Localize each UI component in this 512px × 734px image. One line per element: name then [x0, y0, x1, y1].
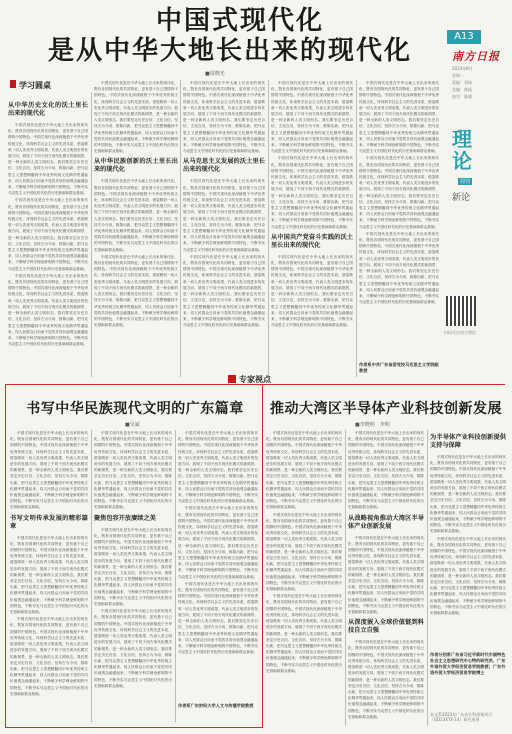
- column-text: 中国式现代化是在中华大地上长出来的现代化，既有各国现代化的共同特征，更有基于自己国情的中国特色。中国式现代化深深植根于中华优秀传统文化，体现科学社会主义的先进本质，借鉴吸收一切人类优秀文明成果，代表人类文明进步的发展方向，展现了不同于西方现代化模式的新图景，是一种全新的人类文明形态。我们要坚定历史自信、文化自信，坚持古为今用、推陈出新，把马克思主义思想精髓同中华优秀传统文化精华贯通起来、同人民群众日用而不觉的共同价值观念融通起来，不断赋予科学理论鲜明的中国特色，不断夯实马克思主义中国化时代化的历史基础和群众基础。: [94, 254, 178, 328]
- newspaper-logo: 南方日报: [452, 50, 500, 63]
- column-divider: [175, 430, 176, 722]
- editor-line-1: 星期一: [452, 73, 464, 78]
- column-text: 中国式现代化是在中华大地上长出来的现代化，既有各国现代化的共同特征，更有基于自己国情的中国特色。中国式现代化深深植根于中华优秀传统文化，体现科学社会主义的先进本质，借鉴吸收一切人类优秀文明成果，代表人类文明进步的发展方向，展现了不同于西方现代化模式的新图景，是一种全新的人类文明形态。我们要坚定历史自信、文化自信，坚持古为今用、推陈出新，把马克思主义思想精髓同中华优秀传统文化精华贯通起来、同人民群众日用而不觉的共同价值观念融通起来，不断赋予科学理论鲜明的中国特色，不断夯实马克思主义中国化时代化的历史基础和群众基础。: [183, 254, 265, 328]
- column-text: 中国式现代化是在中华大地上长出来的现代化，既有各国现代化的共同特征，更有基于自己国情的中国特色。中国式现代化深深植根于中华优秀传统文化，体现科学社会主义的先进本质，借鉴吸收一切人类优秀文明成果，代表人类文明进步的发展方向，展现了不同于西方现代化模式的新图景，是一种全新的人类文明形态。我们要坚定历史自信、文化自信，坚持古为今用、推陈出新，把马克思主义思想精髓同中华优秀传统文化精华贯通起来、同人民群众日用而不觉的共同价值观念融通起来，不断赋予科学理论鲜明的中国特色，不断夯实马克思主义中国化时代化的历史基础和群众基础。: [8, 123, 88, 196]
- author-note: 作者系中共广东省委党校马克思主义学院副教授: [359, 362, 439, 373]
- headline-line-2: 是从中华大地长出来的现代化: [47, 36, 412, 66]
- expert-section-tag: 专家视点: [239, 375, 271, 384]
- article-b-column-3: [430, 430, 506, 648]
- editor-line-2: 责编：刘杨: [452, 80, 472, 85]
- column-divider: [427, 430, 428, 726]
- article-a-subhead-2: 聚焦包容开放赓续之美: [94, 514, 156, 522]
- column-text: 中国式现代化是在中华大地上长出来的现代化，既有各国现代化的共同特征，更有基于自己国情的中国特色。中国式现代化深深植根于中华优秀传统文化，体现科学社会主义的先进本质，借鉴吸收一切人类优秀文明成果，代表人类文明进步的发展方向，展现了不同于西方现代化模式的新图景，是一种全新的人类文明形态。我们要坚定历史自信、文化自信，坚持古为今用、推陈出新，把马克思主义思想精髓同中华优秀传统文化精华贯通起来、同人民群众日用而不觉的共同价值观念融通起来，不断赋予科学理论鲜明的中国特色，不断夯实马克思主义中国化时代化的历史基础和群众基础。: [178, 581, 258, 655]
- column-text: 中国式现代化是在中华大地上长出来的现代化，既有各国现代化的共同特征，更有基于自己国情的中国特色。中国式现代化深深植根于中华优秀传统文化，体现科学社会主义的先进本质，借鉴吸收一切人类优秀文明成果，代表人类文明进步的发展方向，展现了不同于西方现代化模式的新图景，是一种全新的人类文明形态。我们要坚定历史自信、文化自信，坚持古为今用、推陈出新，把马克思主义思想精髓同中华优秀传统文化精华贯通起来、同人民群众日用而不觉的共同价值观念融通起来，不断赋予科学理论鲜明的中国特色，不断夯实马克思主义中国化时代化的历史基础和群众基础。: [271, 156, 353, 229]
- column-divider: [345, 430, 346, 726]
- column-text: 中国式现代化是在中华大地上长出来的现代化，既有各国现代化的共同特征，更有基于自己国情的中国特色。中国式现代化深深植根于中华优秀传统文化，体现科学社会主义的先进本质，借鉴吸收一切人类优秀文明成果，代表人类文明进步的发展方向，展现了不同于西方现代化模式的新图景，是一种全新的人类文明形态。我们要坚定历史自信、文化自信，坚持古为今用、推陈出新，把马克思主义思想精髓同中华优秀传统文化精华贯通起来、同人民群众日用而不觉的共同价值观念融通起来，不断赋予科学理论鲜明的中国特色，不断夯实马克思主义中国化时代化的历史基础和群众基础。: [266, 594, 342, 673]
- column-text: 中国式现代化是在中华大地上长出来的现代化，既有各国现代化的共同特征，更有基于自己国情的中国特色。中国式现代化深深植根于中华优秀传统文化，体现科学社会主义的先进本质，借鉴吸收一切人类优秀文明成果，代表人类文明进步的发展方向，展现了不同于西方现代化模式的新图景，是一种全新的人类文明形态。我们要坚定历史自信、文化自信，坚持古为今用、推陈出新，把马克思主义思想精髓同中华优秀传统文化精华贯通起来、同人民群众日用而不觉的共同价值观念融通起来，不断赋予科学理论鲜明的中国特色，不断夯实马克思主义中国化时代化的历史基础和群众基础。: [266, 512, 342, 592]
- column-text: 中国式现代化是在中华大地上长出来的现代化，既有各国现代化的共同特征，更有基于自己国情的中国特色。中国式现代化深深植根于中华优秀传统文化，体现科学社会主义的先进本质，借鉴吸收一切人类优秀文明成果，代表人类文明进步的发展方向，展现了不同于西方现代化模式的新图景，是一种全新的人类文明形态。我们要坚定历史自信、文化自信，坚持古为今用、推陈出新，把马克思主义思想精髓同中华优秀传统文化精华贯通起来、同人民群众日用而不觉的共同价值观念融通起来，不断赋予科学理论鲜明的中国特色，不断夯实马克思主义中国化时代化的历史基础和群众基础。: [94, 81, 178, 154]
- column-text: 中国式现代化是在中华大地上长出来的现代化，既有各国现代化的共同特征，更有基于自己国情的中国特色。中国式现代化深深植根于中华优秀传统文化，体现科学社会主义的先进本质，借鉴吸收一切人类优秀文明成果，代表人类文明进步的发展方向，展现了不同于西方现代化模式的新图景，是一种全新的人类文明形态。我们要坚定历史自信、文化自信，坚持古为今用、推陈出新，把马克思主义思想精髓同中华优秀传统文化精华贯通起来、同人民群众日用而不觉的共同价值观念融通起来，不断赋予科学理论鲜明的中国特色，不断夯实马克思主义中国化时代化的历史基础和群众基础。: [183, 81, 265, 154]
- headline-byline: ■周晓光: [205, 71, 225, 77]
- article-a-column-3: [178, 430, 258, 698]
- section-tag-mark: [10, 80, 16, 88]
- article-column-3: [183, 80, 265, 376]
- column-divider: [268, 80, 269, 377]
- article-b-author-note: 作者分别系广东省习近平新时代中国特色社会主义思想研究中心特约研究员、广东外语外贸大学经济贸易学院教授；广东外语外贸大学经济贸易学院博士: [430, 652, 506, 675]
- section-char-1: 理: [452, 127, 472, 151]
- article-a-column-1: [10, 430, 88, 722]
- editor-line-4: 校对：陈晓: [452, 94, 472, 99]
- column-divider: [91, 430, 92, 722]
- column-text: 中国式现代化是在中华大地上长出来的现代化，既有各国现代化的共同特征，更有基于自己国情的中国特色。中国式现代化深深植根于中华优秀传统文化，体现科学社会主义的先进本质，借鉴吸收一切人类优秀文明成果，代表人类文明进步的发展方向，展现了不同于西方现代化模式的新图景，是一种全新的人类文明形态。我们要坚定历史自信、文化自信，坚持古为今用、推陈出新，把马克思主义思想精髓同中华优秀传统文化精华贯通起来、同人民群众日用而不觉的共同价值观念融通起来，不断赋予科学理论鲜明的中国特色，不断夯实马克思主义中国化时代化的历史基础和群众基础。: [94, 179, 178, 252]
- column-text: 中国式现代化是在中华大地上长出来的现代化，既有各国现代化的共同特征，更有基于自己国情的中国特色。中国式现代化深深植根于中华优秀传统文化，体现科学社会主义的先进本质，借鉴吸收一切人类优秀文明成果，代表人类文明进步的发展方向，展现了不同于西方现代化模式的新图景，是一种全新的人类文明形态。我们要坚定历史自信、文化自信，坚持古为今用、推陈出新，把马克思主义思想精髓同中华优秀传统文化精华贯通起来、同人民群众日用而不觉的共同价值观念融通起来，不断赋予科学理论鲜明的中国特色，不断夯实马克思主义中国化时代化的历史基础和群众基础。: [348, 640, 424, 719]
- column-text: 中国式现代化是在中华大地上长出来的现代化，既有各国现代化的共同特征，更有基于自己国情的中国特色。中国式现代化深深植根于中华优秀传统文化，体现科学社会主义的先进本质，借鉴吸收一切人类优秀文明成果，代表人类文明进步的发展方向，展现了不同于西方现代化模式的新图景，是一种全新的人类文明形态。我们要坚定历史自信、文化自信，坚持古为今用、推陈出新，把马克思主义思想精髓同中华优秀传统文化精华贯通起来、同人民群众日用而不觉的共同价值观念融通起来，不断赋予科学理论鲜明的中国特色，不断夯实马克思主义中国化时代化的历史基础和群众基础。: [178, 431, 258, 504]
- section-tag-study: 学习圆桌: [19, 81, 51, 90]
- column-text: 中国式现代化是在中华大地上长出来的现代化，既有各国现代化的共同特征，更有基于自己国情的中国特色。中国式现代化深深植根于中华优秀传统文化，体现科学社会主义的先进本质，借鉴吸收一切人类优秀文明成果，代表人类文明进步的发展方向，展现了不同于西方现代化模式的新图景，是一种全新的人类文明形态。我们要坚定历史自信、文化自信，坚持古为今用、推陈出新，把马克思主义思想精髓同中华优秀传统文化精华贯通起来、同人民群众日用而不觉的共同价值观念融通起来，不断赋予科学理论鲜明的中国特色，不断夯实马克思主义中国化时代化的历史基础和群众基础。: [359, 231, 439, 305]
- article-a-title: 书写中华民族现代文明的广东篇章: [26, 401, 244, 417]
- column-text: 中国式现代化是在中华大地上长出来的现代化，既有各国现代化的共同特征，更有基于自己国情的中国特色。中国式现代化深深植根于中华优秀传统文化，体现科学社会主义的先进本质，借鉴吸收一切人类优秀文明成果，代表人类文明进步的发展方向，展现了不同于西方现代化模式的新图景，是一种全新的人类文明形态。我们要坚定历史自信、文化自信，坚持古为今用、推陈出新，把马克思主义思想精髓同中华优秀传统文化精华贯通起来、同人民群众日用而不觉的共同价值观念融通起来，不断赋予科学理论鲜明的中国特色，不断夯实马克思主义中国化时代化的历史基础和群众基础。: [10, 431, 88, 510]
- column-divider: [91, 92, 92, 377]
- article-column-5: [359, 80, 439, 360]
- column-text: 中国式现代化是在中华大地上长出来的现代化，既有各国现代化的共同特征，更有基于自己国情的中国特色。中国式现代化深深植根于中华优秀传统文化，体现科学社会主义的先进本质，借鉴吸收一切人类优秀文明成果，代表人类文明进步的发展方向，展现了不同于西方现代化模式的新图景，是一种全新的人类文明形态。我们要坚定历史自信、文化自信，坚持古为今用、推陈出新，把马克思主义思想精髓同中华优秀传统文化精华贯通起来、同人民群众日用而不觉的共同价值观念融通起来，不断赋予科学理论鲜明的中国特色，不断夯实马克思主义中国化时代化的历史基础和群众基础。: [178, 506, 258, 579]
- column-text: 中国式现代化是在中华大地上长出来的现代化，既有各国现代化的共同特征，更有基于自己国情的中国特色。中国式现代化深深植根于中华优秀传统文化，体现科学社会主义的先进本质，借鉴吸收一切人类优秀文明成果，代表人类文明进步的发展方向，展现了不同于西方现代化模式的新图景，是一种全新的人类文明形态。我们要坚定历史自信、文化自信，坚持古为今用、推陈出新，把马克思主义思想精髓同中华优秀传统文化精华贯通起来、同人民群众日用而不觉的共同价值观念融通起来，不断赋予科学理论鲜明的中国特色，不断夯实马克思主义中国化时代化的历史基础和群众基础。: [183, 179, 265, 252]
- article-column-2: [94, 80, 178, 376]
- article-b-byline: ■李晓明 李明: [355, 422, 390, 428]
- column-text: 中国式现代化是在中华大地上长出来的现代化，既有各国现代化的共同特征，更有基于自己国情的中国特色。中国式现代化深深植根于中华优秀传统文化，体现科学社会主义的先进本质，借鉴吸收一切人类优秀文明成果，代表人类文明进步的发展方向，展现了不同于西方现代化模式的新图景，是一种全新的人类文明形态。我们要坚定历史自信、文化自信，坚持古为今用、推陈出新，把马克思主义思想精髓同中华优秀传统文化精华贯通起来、同人民群众日用而不觉的共同价值观念融通起来，不断赋予科学理论鲜明的中国特色，不断夯实马克思主义中国化时代化的历史基础和群众基础。: [430, 455, 506, 534]
- article-b-title: 推动大湾区半导体产业科技创新发展: [270, 401, 502, 417]
- article-b-column-1: [266, 430, 342, 726]
- editor-line-3: 美编：陈振: [452, 87, 472, 92]
- section-tag-weekly: 周刊: [460, 179, 471, 185]
- column-text: 中国式现代化是在中华大地上长出来的现代化，既有各国现代化的共同特征，更有基于自己国情的中国特色。中国式现代化深深植根于中华优秀传统文化，体现科学社会主义的先进本质，借鉴吸收一切人类优秀文明成果，代表人类文明进步的发展方向，展现了不同于西方现代化模式的新图景，是一种全新的人类文明形态。我们要坚定历史自信、文化自信，坚持古为今用、推陈出新，把马克思主义思想精髓同中华优秀传统文化精华贯通起来、同人民群众日用而不觉的共同价值观念融通起来，不断赋予科学理论鲜明的中国特色，不断夯实马克思主义中国化时代化的历史基础和群众基础。: [266, 431, 342, 510]
- column-text: 中国式现代化是在中华大地上长出来的现代化，既有各国现代化的共同特征，更有基于自己国情的中国特色。中国式现代化深深植根于中华优秀传统文化，体现科学社会主义的先进本质，借鉴吸收一切人类优秀文明成果，代表人类文明进步的发展方向，展现了不同于西方现代化模式的新图景，是一种全新的人类文明形态。我们要坚定历史自信、文化自信，坚持古为今用、推陈出新，把马克思主义思想精髓同中华优秀传统文化精华贯通起来、同人民群众日用而不觉的共同价值观念融通起来，不断赋予科学理论鲜明的中国特色，不断夯实马克思主义中国化时代化的历史基础和群众基础。: [348, 431, 424, 510]
- column-divider: [180, 80, 181, 377]
- column-text: 中国式现代化是在中华大地上长出来的现代化，既有各国现代化的共同特征，更有基于自己国情的中国特色。中国式现代化深深植根于中华优秀传统文化，体现科学社会主义的先进本质，借鉴吸收一切人类优秀文明成果，代表人类文明进步的发展方向，展现了不同于西方现代化模式的新图景，是一种全新的人类文明形态。我们要坚定历史自信、文化自信，坚持古为今用、推陈出新，把马克思主义思想精髓同中华优秀传统文化精华贯通起来、同人民群众日用而不觉的共同价值观念融通起来，不断赋予科学理论鲜明的中国特色，不断夯实马克思主义中国化时代化的历史基础和群众基础。: [271, 81, 353, 154]
- page-number: A13: [447, 30, 481, 44]
- column-text: 中国式现代化是在中华大地上长出来的现代化，既有各国现代化的共同特征，更有基于自己国情的中国特色。中国式现代化深深植根于中华优秀传统文化，体现科学社会主义的先进本质，借鉴吸收一切人类优秀文明成果，代表人类文明进步的发展方向，展现了不同于西方现代化模式的新图景，是一种全新的人类文明形态。我们要坚定历史自信、文化自信，坚持古为今用、推陈出新，把马克思主义思想精髓同中华优秀传统文化精华贯通起来、同人民群众日用而不觉的共同价值观念融通起来，不断赋予科学理论鲜明的中国特色，不断夯实马克思主义中国化时代化的历史基础和群众基础。: [8, 198, 88, 271]
- article-b-subhead-1: 从战略视角推动大湾区半导体产业创新发展: [348, 514, 424, 530]
- article-a-column-2: [94, 430, 172, 722]
- column-text: 中国式现代化是在中华大地上长出来的现代化，既有各国现代化的共同特征，更有基于自己国情的中国特色。中国式现代化深深植根于中华优秀传统文化，体现科学社会主义的先进本质，借鉴吸收一切人类优秀文明成果，代表人类文明进步的发展方向，展现了不同于西方现代化模式的新图景，是一种全新的人类文明形态。我们要坚定历史自信、文化自信，坚持古为今用、推陈出新，把马克思主义思想精髓同中华优秀传统文化精华贯通起来、同人民群众日用而不觉的共同价值观念融通起来，不断赋予科学理论鲜明的中国特色，不断夯实马克思主义中国化时代化的历史基础和群众基础。: [430, 536, 506, 616]
- qr-code-icon: [446, 296, 476, 326]
- column-text: 中国式现代化是在中华大地上长出来的现代化，既有各国现代化的共同特征，更有基于自己国情的中国特色。中国式现代化深深植根于中华优秀传统文化，体现科学社会主义的先进本质，借鉴吸收一切人类优秀文明成果，代表人类文明进步的发展方向，展现了不同于西方现代化模式的新图景，是一种全新的人类文明形态。我们要坚定历史自信、文化自信，坚持古为今用、推陈出新，把马克思主义思想精髓同中华优秀传统文化精华贯通起来、同人民群众日用而不觉的共同价值观念融通起来，不断赋予科学理论鲜明的中国特色，不断夯实马克思主义中国化时代化的历史基础和群众基础。: [359, 156, 439, 229]
- article-a-author-note: 作者系广东财经大学人文与传播学院教授: [178, 703, 254, 708]
- issue-date: 2023年8月: [452, 66, 473, 71]
- column-text: 中国式现代化是在中华大地上长出来的现代化，既有各国现代化的共同特征，更有基于自己国情的中国特色。中国式现代化深深植根于中华优秀传统文化，体现科学社会主义的先进本质，借鉴吸收一切人类优秀文明成果，代表人类文明进步的发展方向，展现了不同于西方现代化模式的新图景，是一种全新的人类文明形态。我们要坚定历史自信、文化自信，坚持古为今用、推陈出新，把马克思主义思想精髓同中华优秀传统文化精华贯通起来、同人民群众日用而不觉的共同价值观念融通起来，不断赋予科学理论鲜明的中国特色，不断夯实马克思主义中国化时代化的历史基础和群众基础。: [8, 273, 88, 347]
- column-text: 中国式现代化是在中华大地上长出来的现代化，既有各国现代化的共同特征，更有基于自己国情的中国特色。中国式现代化深深植根于中华优秀传统文化，体现科学社会主义的先进本质，借鉴吸收一切人类优秀文明成果，代表人类文明进步的发展方向，展现了不同于西方现代化模式的新图景，是一种全新的人类文明形态。我们要坚定历史自信、文化自信，坚持古为今用、推陈出新，把马克思主义思想精髓同中华优秀传统文化精华贯通起来、同人民群众日用而不觉的共同价值观念融通起来，不断赋予科学理论鲜明的中国特色，不断夯实马克思主义中国化时代化的历史基础和群众基础。: [271, 254, 353, 328]
- article-b-footer: 本文系2023年广东省社科规划项目（GD23XTX·14）研究成果: [430, 712, 493, 722]
- expert-tag-mark: [228, 375, 236, 383]
- column-text: 中国式现代化是在中华大地上长出来的现代化，既有各国现代化的共同特征，更有基于自己国情的中国特色。中国式现代化深深植根于中华优秀传统文化，体现科学社会主义的先进本质，借鉴吸收一切人类优秀文明成果，代表人类文明进步的发展方向，展现了不同于西方现代化模式的新图景，是一种全新的人类文明形态。我们要坚定历史自信、文化自信，坚持古为今用、推陈出新，把马克思主义思想精髓同中华优秀传统文化精华贯通起来、同人民群众日用而不觉的共同价值观念融通起来，不断赋予科学理论鲜明的中国特色，不断夯实马克思主义中国化时代化的历史基础和群众基础。: [359, 81, 439, 154]
- article-b-column-2: [348, 430, 424, 726]
- column-text: 中国式现代化是在中华大地上长出来的现代化，既有各国现代化的共同特征，更有基于自己国情的中国特色。中国式现代化深深植根于中华优秀传统文化，体现科学社会主义的先进本质，借鉴吸收一切人类优秀文明成果，代表人类文明进步的发展方向，展现了不同于西方现代化模式的新图景，是一种全新的人类文明形态。我们要坚定历史自信、文化自信，坚持古为今用、推陈出新，把马克思主义思想精髓同中华优秀传统文化精华贯通起来、同人民群众日用而不觉的共同价值观念融通起来，不断赋予科学理论鲜明的中国特色，不断夯实马克思主义中国化时代化的历史基础和群众基础。: [94, 431, 172, 510]
- column-text: 中国式现代化是在中华大地上长出来的现代化，既有各国现代化的共同特征，更有基于自己国情的中国特色。中国式现代化深深植根于中华优秀传统文化，体现科学社会主义的先进本质，借鉴吸收一切人类优秀文明成果，代表人类文明进步的发展方向，展现了不同于西方现代化模式的新图景，是一种全新的人类文明形态。我们要坚定历史自信、文化自信，坚持古为今用、推陈出新，把马克思主义思想精髓同中华优秀传统文化精华贯通起来、同人民群众日用而不觉的共同价值观念融通起来，不断赋予科学理论鲜明的中国特色，不断夯实马克思主义中国化时代化的历史基础和群众基础。: [348, 535, 424, 615]
- subhead-4: 从中国共产党奋斗实践的沃土里长出来的现代化: [271, 233, 353, 249]
- column-divider: [356, 80, 357, 377]
- article-column-4: [271, 80, 353, 376]
- article-b-subhead-3: 为半导体产业科技创新提供支持与保障: [430, 434, 506, 449]
- section-name: 新论: [452, 193, 471, 203]
- subhead-2: 从中华民族创新的沃土里长出来的现代化: [94, 158, 178, 174]
- column-text: 中国式现代化是在中华大地上长出来的现代化，既有各国现代化的共同特征，更有基于自己国情的中国特色。中国式现代化深深植根于中华优秀传统文化，体现科学社会主义的先进本质，借鉴吸收一切人类优秀文明成果，代表人类文明进步的发展方向，展现了不同于西方现代化模式的新图景，是一种全新的人类文明形态。我们要坚定历史自信、文化自信，坚持古为今用、推陈出新，把马克思主义思想精髓同中华优秀传统文化精华贯通起来、同人民群众日用而不觉的共同价值观念融通起来，不断赋予科学理论鲜明的中国特色，不断夯实马克思主义中国化时代化的历史基础和群众基础。: [10, 617, 88, 696]
- article-a-subhead-1: 书写文明传承发展的精彩篇章: [10, 514, 88, 530]
- column-text: 中国式现代化是在中华大地上长出来的现代化，既有各国现代化的共同特征，更有基于自己国情的中国特色。中国式现代化深深植根于中华优秀传统文化，体现科学社会主义的先进本质，借鉴吸收一切人类优秀文明成果，代表人类文明进步的发展方向，展现了不同于西方现代化模式的新图景，是一种全新的人类文明形态。我们要坚定历史自信、文化自信，坚持古为今用、推陈出新，把马克思主义思想精髓同中华优秀传统文化精华贯通起来、同人民群众日用而不觉的共同价值观念融通起来，不断赋予科学理论鲜明的中国特色，不断夯实马克思主义中国化时代化的历史基础和群众基础。: [94, 609, 172, 688]
- article-b-subhead-2: 从深度嵌入全球价值链到科技自立自强: [348, 619, 424, 635]
- section-char-2: 论: [452, 149, 472, 173]
- subhead-1: 从中华历史文化的沃土里长出来的现代化: [8, 102, 88, 117]
- article-a-byline: ■吴斌: [125, 422, 140, 428]
- column-text: 中国式现代化是在中华大地上长出来的现代化，既有各国现代化的共同特征，更有基于自己国情的中国特色。中国式现代化深深植根于中华优秀传统文化，体现科学社会主义的先进本质，借鉴吸收一切人类优秀文明成果，代表人类文明进步的发展方向，展现了不同于西方现代化模式的新图景，是一种全新的人类文明形态。我们要坚定历史自信、文化自信，坚持古为今用、推陈出新，把马克思主义思想精髓同中华优秀传统文化精华贯通起来、同人民群众日用而不觉的共同价值观念融通起来，不断赋予科学理论鲜明的中国特色，不断夯实马克思主义中国化时代化的历史基础和群众基础。: [10, 535, 88, 615]
- qr-caption: 扫码关注南方理论: [444, 330, 476, 335]
- subhead-3: 从马克思主义发展的沃土里长出来的现代化: [183, 158, 265, 174]
- article-column-1: [8, 94, 88, 376]
- headline-line-1: 中国式现代化: [155, 6, 324, 36]
- column-text: 中国式现代化是在中华大地上长出来的现代化，既有各国现代化的共同特征，更有基于自己国情的中国特色。中国式现代化深深植根于中华优秀传统文化，体现科学社会主义的先进本质，借鉴吸收一切人类优秀文明成果，代表人类文明进步的发展方向，展现了不同于西方现代化模式的新图景，是一种全新的人类文明形态。我们要坚定历史自信、文化自信，坚持古为今用、推陈出新，把马克思主义思想精髓同中华优秀传统文化精华贯通起来、同人民群众日用而不觉的共同价值观念融通起来，不断赋予科学理论鲜明的中国特色，不断夯实马克思主义中国化时代化的历史基础和群众基础。: [94, 527, 172, 607]
